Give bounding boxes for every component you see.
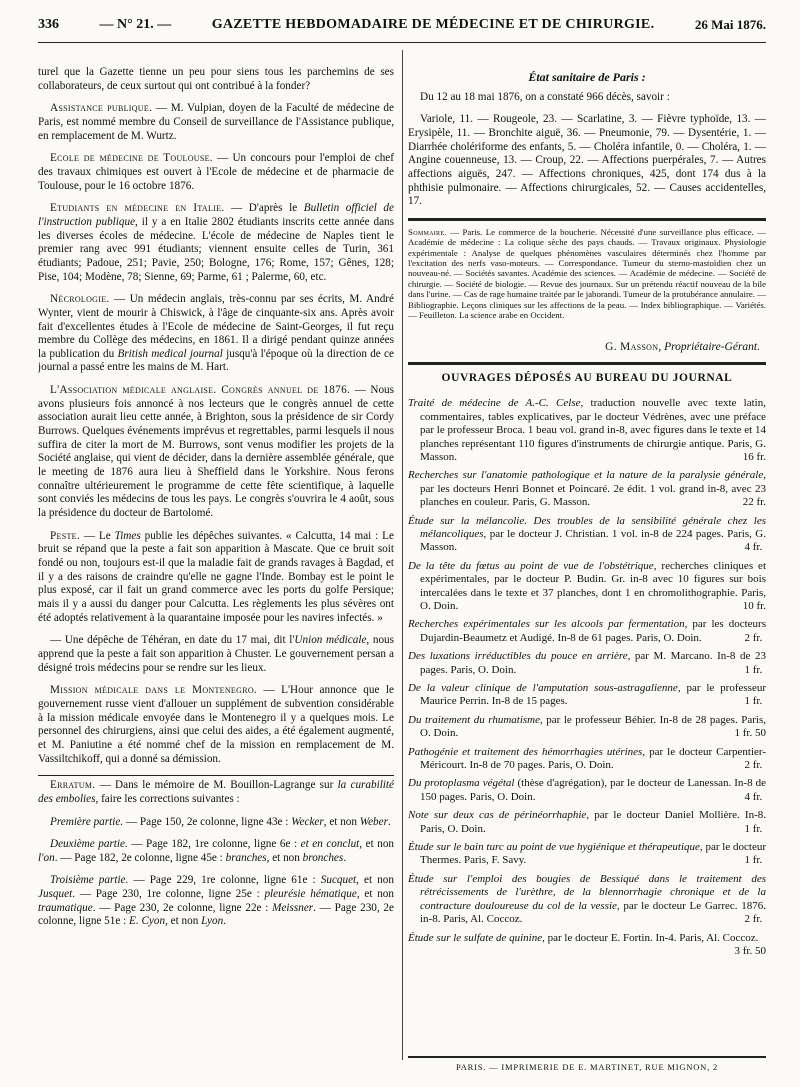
- book-price: 4 fr.: [744, 541, 763, 554]
- news-text: .: [343, 851, 347, 864]
- book-price: 1 fr.: [744, 854, 763, 867]
- erratum-third-part: [38, 874, 394, 929]
- book-title: Du protoplasma végétal: [408, 777, 515, 790]
- news-text: , et non: [323, 815, 360, 828]
- book-entry: [408, 746, 766, 773]
- book-details: , par le docteur Thermes. Paris, F. Savy.: [420, 841, 766, 867]
- news-text: , et non: [356, 888, 394, 901]
- correction-word: branches: [225, 851, 267, 864]
- erratum-part-label: Première partie.: [50, 815, 124, 828]
- news-text: , et non: [165, 915, 202, 928]
- page-header: [38, 12, 766, 38]
- book-title: Traité de médecine de A.-C. Celse: [408, 397, 581, 410]
- news-text: — Le: [79, 529, 115, 542]
- book-entry: [408, 618, 766, 645]
- news-text: — Une dépêche de Téhéran, en date du 17 mai, dit l': [50, 634, 295, 647]
- book-details: , par le docteur E. Fortin. In-4. Paris, Al. Coccoz.: [542, 931, 759, 944]
- correction-word: et en conclut: [300, 838, 360, 851]
- book-list: [408, 397, 766, 957]
- book-title: Étude sur l'emploi des bougies de Bessiqué dans le traitement des rétrécissements de l'urèthre, de la blennorrhagie chronique et de la contracture douloureuse du col de la vessie: [408, 872, 766, 912]
- correction-word: traumatique: [38, 901, 93, 914]
- news-text: , et non: [359, 838, 394, 851]
- erratum-second-part: [38, 838, 394, 865]
- news-title: Erratum.: [50, 779, 96, 792]
- signature-name: G. Masson: [605, 341, 659, 354]
- correction-word: Lyon: [201, 915, 224, 928]
- news-text: — Page 229, 1re colonne, ligne 61e :: [128, 874, 321, 887]
- ouvrages-title: OUVRAGES DÉPOSÉS AU BUREAU DU JOURNAL: [441, 372, 733, 385]
- book-price: 22 fr.: [742, 496, 766, 509]
- book-entry: [408, 809, 766, 836]
- news-necrologie: [38, 293, 394, 375]
- book-details: , par M. Marcano. In-8 de 23 pages. Paris, O. Doin.: [420, 650, 766, 676]
- sommaire-label: Sommaire.: [408, 226, 447, 237]
- news-title: Mission médicale dans le Montenegro.: [50, 684, 258, 697]
- news-text: . — Page 230, 2e colonne, ligne 51e :: [38, 901, 394, 928]
- news-text: .: [223, 915, 226, 928]
- book-title: Des luxations irréductibles du pouce en arrière: [408, 650, 628, 663]
- news-text: , et non: [356, 874, 394, 887]
- etat-sanitaire-title: État sanitaire de Paris :: [528, 70, 646, 84]
- news-text: — Dans le mémoire de M. Bouillon-Lagrange sur: [95, 779, 338, 792]
- book-title: Étude sur le bain turc au point de vue hygiénique et thérapeutique: [408, 841, 700, 854]
- book-details: (thèse d'agrégation), par le docteur de Lanessan. In-8 de 150 pages. Paris, O. Doin.: [420, 777, 766, 803]
- book-title: Du traitement du rhumatisme: [408, 713, 540, 726]
- news-text: . — Page 182, 2e colonne, ligne 45e :: [54, 851, 226, 864]
- etat-sanitaire-stats: Variole, 11. — Rougeole, 23. — Scarlatine, 3. — Fièvre typhoïde, 13. — Erysipèle, 11. — Bronchite aiguë, 36. — Pneumonie, 79. — Dysentérie, 1. — Diarrhée cholériforme des enfants, 5. — Choléra infantile, 0. — Choléra, 1. — Angine couenneuse, 13. — Croup, 22. — Affections puerpérales, 7. — Autres affections aiguës, 247. — Affections chroniques, 425, dont 174 dus à la phthisie pulmonaire. — Affections chirurgicales, 52. — Causes accidentelles, 17.: [408, 113, 766, 208]
- book-entry: [408, 841, 766, 868]
- correction-word: E. Cyon: [129, 915, 166, 928]
- book-entry: [408, 714, 766, 741]
- news-montenegro: [38, 684, 394, 766]
- erratum-part-label: Deuxième partie.: [50, 838, 128, 851]
- section-divider: [38, 775, 394, 776]
- imprint-line: PARIS. — IMPRIMERIE DE E. MARTINET, RUE MIGNON, 2: [455, 1062, 719, 1072]
- book-entry: [408, 873, 766, 927]
- book-title: De la valeur clinique de l'amputation sous-astragalienne: [408, 682, 678, 694]
- news-text: . — Page 230, 1re colonne, ligne 25e :: [72, 888, 265, 901]
- book-price: 2 fr.: [744, 759, 763, 772]
- etat-sanitaire-intro: Du 12 au 18 mai 1876, on a constaté 966 décès, savoir :: [420, 90, 670, 103]
- signature: [408, 340, 760, 354]
- news-text: — Un médecin anglais, très-connu par ses écrits, M. André Wynter, vient de mourir à Chiswick, à l'âge de cinquante-six ans. Après avoir fait d'excellentes études à l'Ecole de médecine de Saint-Georges, il fut reçu membre du Collège des médecins, en 1861. Il a dirigé pendant quinze années la publication du: [38, 293, 394, 360]
- book-price: 1 fr.: [744, 822, 763, 835]
- book-details: , par le docteur Carpentier-Méricourt. In-8 de 70 pages. Paris, O. Doin.: [420, 745, 766, 772]
- source-title: British medical journal: [117, 347, 223, 360]
- book-details: , par le professeur Maurice Perrin. In-8 de 15 pages.: [420, 682, 766, 708]
- correction-word: Weber: [359, 815, 388, 828]
- news-text: — Page 150, 2e colonne, ligne 43e :: [123, 815, 292, 828]
- book-details: , par le docteur Daniel Mollière. In-8. Paris, O. Doin.: [420, 809, 766, 835]
- book-price: 2 fr.: [744, 631, 763, 644]
- book-price: 16 fr.: [742, 450, 766, 463]
- signature-role: , Propriétaire-Gérant.: [658, 341, 760, 354]
- right-column: [408, 70, 766, 1080]
- book-entry: [408, 469, 766, 509]
- news-association-anglaise: [38, 384, 394, 521]
- issue-number: — N° 21. —: [99, 17, 172, 33]
- book-title: Pathogénie et traitement des hémorrhagies utérines: [408, 745, 643, 758]
- news-text: — Page 182, 1re colonne, ligne 6e :: [127, 838, 301, 851]
- book-details: , recherches cliniques et expérimentales, par le docteur P. Budin. Gr. in-8 avec 10 figures sur bois intercalées dans le texte et 37 planches, dont 1 en chromolithographie. Paris, O. Doin.: [420, 559, 766, 612]
- book-entry: [408, 515, 766, 555]
- section-divider: [408, 218, 766, 221]
- book-price: 10 fr.: [742, 599, 766, 612]
- news-text: . — Page 230, 2e colonne, ligne 22e :: [92, 901, 273, 914]
- book-entry: [408, 777, 766, 804]
- news-text: — L'Hour annonce que le gouvernement russe vient d'allouer un supplément de subvention considérable à la mission médicale envoyée dans le Montenegro il y a quelques mois. Le personnel des chirurgiens, ainsi que celui des aides, a été également augmenté, et M. Paniutine a été nommé chef de la mission en remplacement de M. Vassiltchikoff, qui a donné sa démission.: [38, 684, 394, 765]
- book-price: 4 fr.: [744, 790, 763, 803]
- book-entry: [408, 560, 766, 614]
- issue-date: 26 Mai 1876.: [694, 17, 766, 33]
- news-title: L'Association médicale anglaise. Congrès annuel de 1876.: [50, 384, 351, 397]
- news-text: .: [387, 815, 391, 828]
- sommaire: [408, 227, 766, 320]
- book-details: , par les docteurs Dujardin-Beaumetz et Audigé. In-8 de 61 pages. Paris, O. Doin.: [420, 618, 766, 644]
- news-text: , et non: [266, 851, 303, 864]
- news-teheran: [38, 634, 394, 675]
- erratum-intro: [38, 779, 394, 806]
- book-details: , par le docteur Le Garrec. 1876. in-8. Paris, Al. Coccoz.: [420, 899, 766, 926]
- correction-word: pleurésie hématique: [264, 888, 357, 901]
- news-text: publie les dépêches suivantes. « Calcutta, 14 mai : Le bruit se répand que la peste a fait son apparition à Mascate. Que ce bruit soit fondé ou non, toujours est-il que la maladie fait de grands ravages à Bagdad, et il y a des raisons de craindre qu'elle ne gagne l'Inde. Bombay est le point le plus exposé, car il fait un grand commerce avec les ports du golfe Persique; mais il y a aussi du danger pour Calcutta. Les règlements les plus sévères ont été adoptés relativement à la quarantaine imposée pour les navires infectés. »: [38, 529, 394, 624]
- erratum-first-part: [38, 816, 394, 830]
- book-title: Recherches sur l'anatomie pathologique et la nature de la paralysie générale: [408, 469, 764, 482]
- erratum-part-label: Troisième partie.: [50, 874, 129, 887]
- book-details: , par le professeur Béhier. In-8 de 28 pages. Paris, O. Doin.: [420, 713, 766, 740]
- news-text: , il y a en Italie 2802 étudiants inscrits cette année dans les diverses écoles de médecine. L'école de médecine de Naples tient le premier rang avec 991 étudiants; viennent ensuite celles de Turin, 361 étudiants; Padoue, 251; Pavie, 250; Bologne, 176; Rome, 157; Gênes, 128; Pise, 104; Modène, 78; Sienne, 69; Parme, 61 ; Palerme, 60, etc.: [38, 215, 394, 283]
- book-price: 3 fr. 50: [734, 944, 766, 957]
- news-text: , nous apprend que la peste a fait son apparition à Chuster. Le gouvernement persan a désigné trois médecins pour se rendre sur les lieux.: [38, 634, 394, 674]
- correction-word: Wecker: [291, 815, 324, 828]
- section-divider: [408, 362, 766, 365]
- source-title: Bulletin officiel de l'instruction publique: [38, 202, 394, 228]
- left-column: [38, 66, 394, 1066]
- book-details: , par les docteurs Henri Bonnet et Poincaré. 2e édit. 1 vol. grand in-8, avec 23 planches en couleur. Paris, G. Masson.: [420, 469, 766, 509]
- book-entry: [408, 931, 766, 957]
- book-price: 1 fr.: [744, 663, 763, 676]
- correction-word: Sucquet: [320, 874, 357, 887]
- journal-title: GAZETTE HEBDOMADAIRE DE MÉDECINE ET DE CHIRURGIE.: [211, 17, 655, 33]
- news-title: Assistance publique.: [50, 102, 153, 115]
- book-title: Étude sur la mélancolie. Des troubles de la sensibilité générale chez les mélancoliques: [408, 514, 766, 540]
- news-ecole-toulouse: [38, 152, 394, 193]
- sommaire-text: — Paris. Le commerce de la boucherie. Nécessité d'une surveillance plus efficace. — Académie de médecine : La colique sèche des pays chauds. — Travaux originaux. Physiologie expérimentale : Analyse de quelques phénomènes vasculaires déterminés chez l'homme par l'excitation des nerfs vaso-moteurs. — Correspondance. Tumeur du sterno-mastoïdien chez un nouveau-né. — Sociétés savantes. Académie des sciences. — Académie de médecine. — Société de chirurgie. — Société de biologie. — Revue des journaux. Sur un prétendu réactif nouveau de la bile dans l'urine. — Cas de rage humaine traitée par le jaborandi. Tumeur de la protubérance annulaire. — Bibliographie. Leçons cliniques sur les affections de la peau. — Index bibliographique. — Variétés. — Feuilleton. La science arabe en Occident.: [408, 226, 766, 320]
- book-title: De la tête du fœtus au point de vue de l'obstétrique: [408, 559, 654, 572]
- source-title: Union médicale: [294, 634, 367, 647]
- source-title: Times: [114, 529, 141, 542]
- news-text: , faire les corrections suivantes :: [95, 792, 240, 805]
- book-price: 1 fr. 50: [734, 727, 766, 740]
- news-etudiants-italie: [38, 202, 394, 284]
- news-title: Ecole de médecine de Toulouse.: [50, 152, 213, 165]
- header-divider: [38, 42, 766, 43]
- book-details: , par le docteur J. Christian. 1 vol. in-8 de 224 pages. Paris, G. Masson.: [420, 527, 766, 554]
- news-title: Etudiants en médecine en Italie.: [50, 202, 225, 215]
- correction-word: l'on: [38, 851, 55, 864]
- book-details: , traduction nouvelle avec texte latin, commentaires, tables explicatives, par le docteur Védrènes, avec une préface par le professeur Broca. 1 beau vol. grand in-8, avec figures dans le texte et 14 planches représentant 110 figures d'instruments de chirurgie antique. Paris, G. Masson.: [420, 397, 766, 463]
- news-text: — M. Vulpian, doyen de la Faculté de médecine de Paris, est nommé membre du Conseil de surveillance de l'Assistance publique, en remplacement de M. Wurtz.: [38, 102, 394, 142]
- book-entry: [408, 650, 766, 677]
- book-title: Note sur deux cas de périnéorrhaphie: [408, 809, 587, 822]
- memoir-subject: la curabilité des embolies: [38, 779, 394, 805]
- news-text: — Un concours pour l'emploi de chef des travaux chimiques est ouvert à l'Ecole de médecine et de pharmacie de Toulouse, pour le 16 octobre 1876.: [38, 152, 394, 192]
- column-divider: [402, 50, 403, 1060]
- imprint-divider: [408, 1056, 766, 1058]
- book-title: Étude sur le sulfate de quinine: [408, 931, 543, 944]
- news-text: — Nous avons plusieurs fois annoncé à nos lecteurs que le congrès annuel de cette association aurait lieu cette année, à Brighton, sous la présidence de sir Cordy Burrows. Quelques événements imprévus et regrettables, parmi lesquels il nous suffira de citer la mort de M. Burrows, sont venus modifier les projets de la Société anglaise, qui vient de décider, dans la dernière assemblée générale, que le meeting de 1876 aura lieu à Sheffield dans le Yorkshire. Nous ferons connaître ultérieurement le programme de cette fête scientifique, à laquelle sont conviés les médecins de tous les pays. Le congrès s'ouvrira le 4 août, sous la présidence du docteur de Bartolomé.: [38, 384, 394, 520]
- book-entry: [408, 397, 766, 464]
- news-title: Nécrologie.: [50, 293, 110, 306]
- book-entry: [408, 682, 766, 709]
- page-number: 336: [38, 17, 59, 33]
- news-assistance-publique: [38, 102, 394, 143]
- book-price: 2 fr.: [744, 913, 763, 926]
- news-title: Peste.: [50, 529, 80, 542]
- continuation-paragraph: turel que la Gazette tienne un peu pour siens tous les parchemins de ses collaborateurs, de ceux surtout qui ont contribué à la fonder?: [38, 66, 394, 92]
- correction-word: Meissner: [272, 901, 314, 914]
- news-text: — D'après le: [224, 202, 304, 215]
- news-peste: [38, 530, 394, 626]
- correction-word: Jusquet: [38, 888, 73, 901]
- correction-word: bronches: [302, 851, 344, 864]
- news-text: jusqu'à l'époque où la direction de ce journal a passé entre les mains de M. Hart.: [38, 347, 394, 374]
- book-price: 1 fr.: [744, 695, 763, 708]
- book-title: Recherches expérimentales sur les alcools par fermentation: [408, 618, 685, 631]
